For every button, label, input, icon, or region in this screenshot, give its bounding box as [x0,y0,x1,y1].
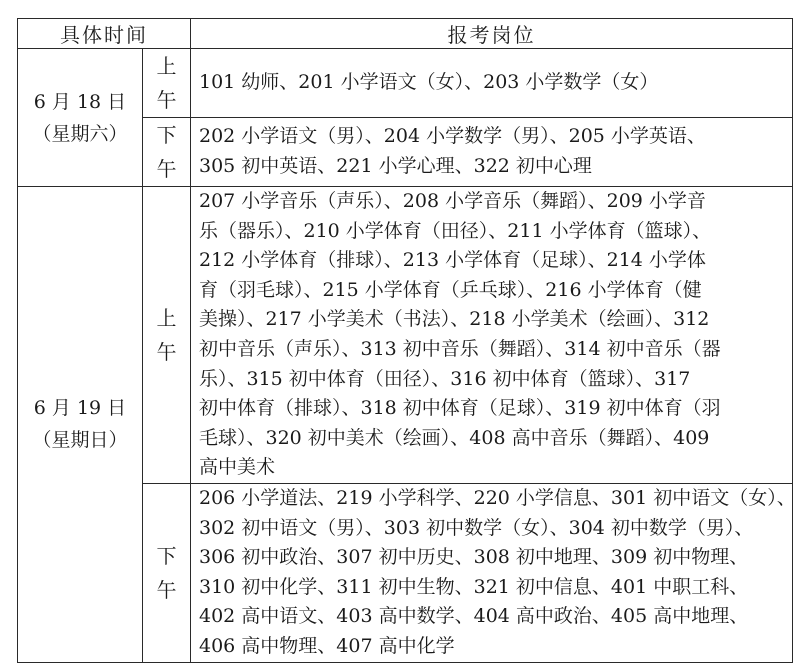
position-line: 402 高中语文、403 高中数学、404 高中政治、405 高中地理、 [199,605,749,628]
position-line: 206 小学道法、219 小学科学、220 小学信息、301 初中语文（女）、 [199,486,796,509]
date-cell [18,187,143,663]
position-line: 乐（器乐）、210 小学体育（田径）、211 小学体育（篮球）、 [199,219,712,242]
position-line: 高中美术 [199,456,276,479]
position-line: 305 初中英语、221 小学心理、322 初中心理 [199,155,592,177]
table-row [18,187,793,484]
position-line: 乐）、315 初中体育（田径）、316 初中体育（篮球）、317 [199,367,691,390]
period-char: 下 [156,123,177,147]
position-line: 212 小学体育（排球）、213 小学体育（足球）、214 小学体 [199,249,706,272]
position-line: 310 初中化学、311 初中生物、321 初中信息、401 中职工科、 [199,575,749,598]
position-line: 202 小学语文（男）、204 小学数学（男）、205 小学英语、 [199,125,706,148]
date-label: 6 月 18 日 [33,90,127,113]
position-line: 101 幼师、201 小学语文（女）、203 小学数学（女） [199,71,659,94]
weekday-label: （星期日） [32,429,128,452]
period-char: 午 [156,577,177,602]
position-line: 406 高中物理、407 高中化学 [199,634,455,657]
header-time: 具体时间 [18,19,191,49]
exam-schedule-table [17,18,796,663]
positions-cell [191,49,793,118]
period-cell [143,118,191,187]
positions-cell [191,187,793,484]
period-char: 午 [156,339,177,364]
period-cell [143,187,191,484]
period-char: 上 [156,54,177,78]
period-char: 上 [156,305,177,330]
table-row [18,49,793,118]
period-char: 下 [156,543,177,568]
position-line: 育（羽毛球）、215 小学体育（乒乓球）、216 小学体育（健 [199,278,702,301]
date-label: 6 月 19 日 [33,397,127,420]
position-line: 美操）、217 小学美术（书法）、218 小学美术（绘画）、312 [199,308,710,331]
position-line: 初中体育（排球）、318 初中体育（足球）、319 初中体育（羽 [199,397,721,420]
position-line: 306 初中政治、307 初中历史、308 初中地理、309 初中物理、 [199,546,749,569]
position-line: 初中音乐（声乐）、313 初中音乐（舞蹈）、314 初中音乐（器 [199,337,721,360]
position-line: 毛球）、320 初中美术（绘画）、408 高中音乐（舞蹈）、409 [199,426,710,449]
position-line: 302 初中语文（男）、303 初中数学（女）、304 初中数学（男）、 [199,516,754,539]
positions-cell [191,118,793,187]
period-cell [143,49,191,118]
weekday-label: （星期六） [32,122,128,145]
period-cell [143,483,191,662]
header-positions: 报考岗位 [191,19,793,49]
position-line: 207 小学音乐（声乐）、208 小学音乐（舞蹈）、209 小学音 [199,190,706,212]
period-char: 午 [156,88,177,112]
header-row [18,19,793,49]
date-cell [18,49,143,187]
period-char: 午 [156,157,177,181]
positions-cell [191,483,796,662]
